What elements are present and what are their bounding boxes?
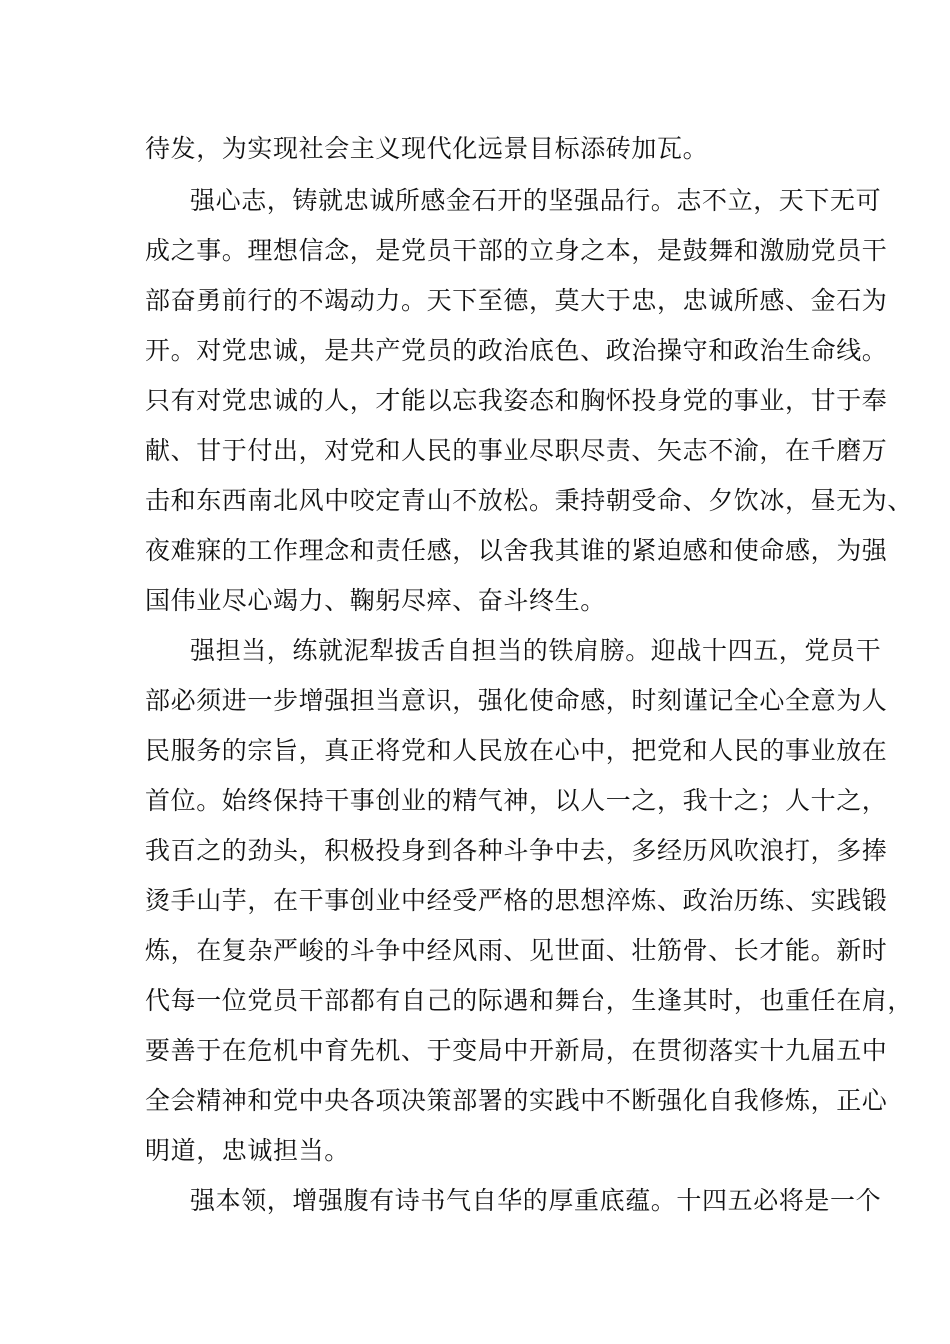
- text-line: 我百之的劲头，积极投身到各种斗争中去，多经历风吹浪打，多捧: [145, 836, 888, 865]
- text-line: 待发，为实现社会主义现代化远景目标添砖加瓦。: [145, 134, 709, 163]
- text-line: 开。对党忠诚，是共产党员的政治底色、政治操守和政治生命线。: [145, 336, 888, 365]
- text-line: 只有对党忠诚的人，才能以忘我姿态和胸怀投身党的事业，甘于奉: [145, 386, 888, 415]
- text-line: 成之事。理想信念，是党员干部的立身之本，是鼓舞和激励党员干: [145, 236, 888, 265]
- text-line: 明道，忠诚担当。: [145, 1136, 350, 1165]
- text-line: 炼，在复杂严峻的斗争中经风雨、见世面、壮筋骨、长才能。新时: [145, 936, 888, 965]
- text-line: 烫手山芋，在干事创业中经受严格的思想淬炼、政治历练、实践锻: [145, 886, 888, 915]
- paragraph-start-line: 强担当，练就泥犁拔舌自担当的铁肩膀。迎战十四五，党员干: [190, 636, 882, 665]
- text-line: 夜难寐的工作理念和责任感，以舍我其谁的紧迫感和使命感，为强: [145, 536, 888, 565]
- text-line: 首位。始终保持干事创业的精气神，以人一之，我十之；人十之，: [145, 786, 888, 815]
- text-line: 全会精神和党中央各项决策部署的实践中不断强化自我修炼，正心: [145, 1086, 888, 1115]
- paragraph-start-line: 强本领，增强腹有诗书气自华的厚重底蕴。十四五必将是一个: [190, 1186, 882, 1215]
- text-line: 部奋勇前行的不竭动力。天下至德，莫大于忠，忠诚所感、金石为: [145, 286, 888, 315]
- text-line: 国伟业尽心竭力、鞠躬尽瘁、奋斗终生。: [145, 586, 606, 615]
- text-line: 击和东西南北风中咬定青山不放松。秉持朝受命、夕饮冰，昼无为、: [145, 486, 914, 515]
- text-line: 要善于在危机中育先机、于变局中开新局，在贯彻落实十九届五中: [145, 1036, 888, 1065]
- text-line: 部必须进一步增强担当意识，强化使命感，时刻谨记全心全意为人: [145, 686, 888, 715]
- text-line: 献、甘于付出，对党和人民的事业尽职尽责、矢志不渝，在千磨万: [145, 436, 888, 465]
- text-line: 代每一位党员干部都有自己的际遇和舞台，生逢其时，也重任在肩，: [145, 986, 914, 1015]
- text-line: 民服务的宗旨，真正将党和人民放在心中，把党和人民的事业放在: [145, 736, 888, 765]
- paragraph-start-line: 强心志，铸就忠诚所感金石开的坚强品行。志不立，天下无可: [190, 186, 882, 215]
